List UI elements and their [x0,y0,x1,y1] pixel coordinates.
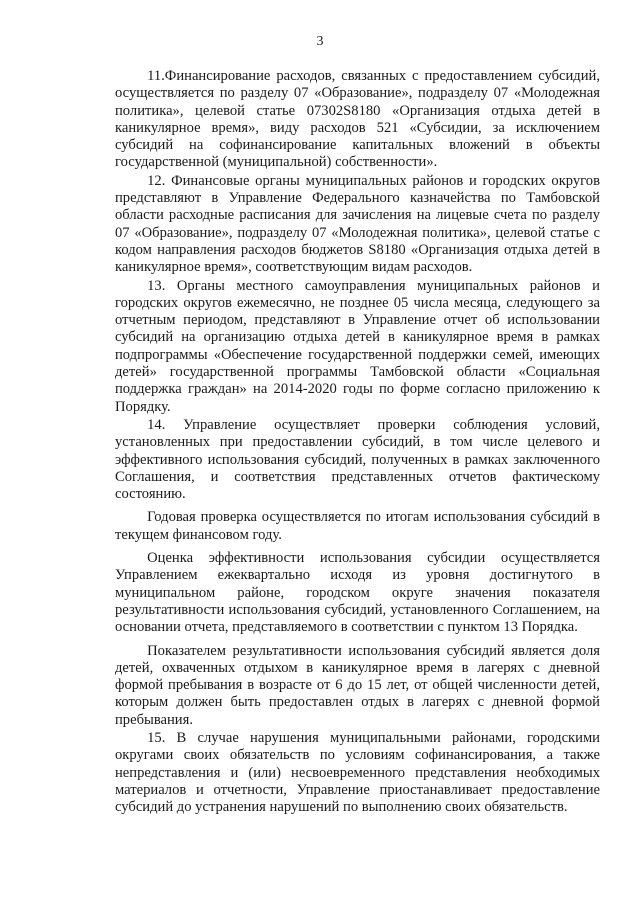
paragraph-13-reporting: 13. Органы местного самоуправления муниципальных районов и городских округов ежемесячно, не позднее 05 числа месяца, следующего за отчетным периодом, представляют в Управление отчет об использовании субсидий на организацию отдыха детей в каникулярное время в рамках подпрограммы «Обеспечение государственной поддержки семей, имеющих детей» государственной программы Тамбовской области «Социальная поддержка граждан» на 2014-2020 годы по форме согласно приложению к Порядку. [115,277,600,415]
paragraph-annual-inspection: Годовая проверка осуществляется по итогам использования субсидий в текущем финансовом году. [115,509,600,543]
paragraph-12-financial-bodies: 12. Финансовые органы муниципальных районов и городских округов представляют в Управление Федерального казначейства по Тамбовской области расходные расписания для зачисления на лицевые счета по разделу 07 «Образование», подразделу 07 «Молодежная политика», целевой статье с кодом направления расходов бюджетов S8180 «Организация отдыха детей в каникулярное время», соответствующим видам расходов. [115,172,600,276]
paragraph-11-financing: 11.Финансирование расходов, связанных с предоставлением субсидий, осуществляется по разделу 07 «Образование», подразделу 07 «Молодежная политика», целевой статье 07302S8180 «Организация отдыха детей в каникулярное время», виду расходов 521 «Субсидии, за исключением субсидий на софинансирование капитальных вложений в объекты государственной (муниципальной) собственности». [115,68,600,171]
paragraph-14-inspections: 14. Управление осуществляет проверки соблюдения условий, установленных при предоставлении субсидий, в том числе целевого и эффективного использования субсидий, полученных в рамках заключенного Соглашения, и соответствия представленных отчетов фактическому состоянию. [115,416,600,503]
paragraph-efficiency-assessment: Оценка эффективности использования субсидии осуществляется Управлением ежеквартально исходя из уровня достигнутого в муниципальном районе, городском округе значения показателя результативности использования субсидий, установленного Соглашением, на основании отчета, представляемого в соответствии с пунктом 13 Порядка. [115,550,600,636]
page-number: 3 [316,34,324,49]
document-body [115,68,600,816]
paragraph-15-violations: 15. В случае нарушения муниципальными районами, городскими округами своих обязательств по условиям софинансирования, а также непредставления и (или) несвоевременного представления необходимых материалов и отчетности, Управление приостанавливает предоставление субсидий до устранения нарушений по выполнению своих обязательств. [115,729,600,816]
paragraph-performance-indicator: Показателем результативности использования субсидий является доля детей, охваченных отдыхом в каникулярное время в лагерях с дневной формой пребывания в возрасте от 6 до 15 лет, от общей численности детей, которым должен быть предоставлен отдых в лагерях с дневной формой пребывания. [115,642,600,728]
